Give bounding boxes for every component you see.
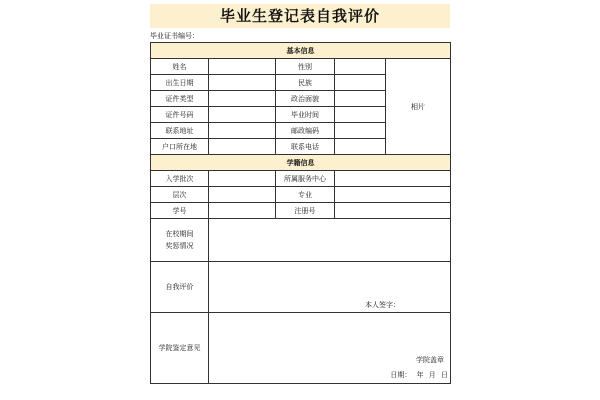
value-major[interactable] [335, 187, 451, 203]
value-birth-date[interactable] [209, 75, 276, 91]
label-birth-date: 出生日期 [151, 75, 209, 91]
label-name: 姓名 [151, 59, 209, 75]
label-awards-line-2: 奖惩情况 [165, 242, 194, 250]
label-postcode: 邮政编码 [276, 123, 335, 139]
photo-box[interactable]: 相片 [386, 59, 451, 155]
label-self-evaluation: 自我评价 [151, 262, 209, 313]
value-phone[interactable] [335, 139, 386, 155]
value-id-number[interactable] [209, 107, 276, 123]
label-address: 联系地址 [151, 123, 209, 139]
certificate-number-label: 毕业证书编号： [150, 32, 199, 40]
college-stamp-label: 学院盖章 [416, 356, 445, 364]
value-service-center[interactable] [335, 171, 451, 187]
label-enrollment-batch: 入学批次 [151, 171, 209, 187]
label-graduation-time: 毕业时间 [276, 107, 335, 123]
label-phone: 联系电话 [276, 139, 335, 155]
label-service-center: 所属服务中心 [276, 171, 335, 187]
value-name[interactable] [209, 59, 276, 75]
value-graduation-time[interactable] [335, 107, 386, 123]
value-gender[interactable] [335, 59, 386, 75]
value-address[interactable] [209, 123, 276, 139]
value-student-id[interactable] [209, 203, 276, 219]
label-college-opinion: 学院鉴定意见 [151, 313, 209, 384]
value-political-status[interactable] [335, 91, 386, 107]
section-basic-info: 基本信息 [151, 43, 451, 59]
label-gender: 性别 [276, 59, 335, 75]
value-level[interactable] [209, 187, 276, 203]
date-label: 日期： 年 月 日 [390, 371, 449, 379]
registration-form [150, 4, 450, 384]
value-enrollment-batch[interactable] [209, 171, 276, 187]
section-academic-info: 学籍信息 [151, 155, 451, 171]
value-postcode[interactable] [335, 123, 386, 139]
label-household-registration: 户口所在地 [151, 139, 209, 155]
label-id-type: 证件类型 [151, 91, 209, 107]
label-ethnicity: 民族 [276, 75, 335, 91]
label-political-status: 政治面貌 [276, 91, 335, 107]
label-awards-line-1: 在校期间 [165, 230, 194, 238]
label-student-id: 学号 [151, 203, 209, 219]
value-college-opinion[interactable] [209, 313, 451, 384]
value-awards[interactable] [209, 219, 451, 262]
form-title: 毕业生登记表自我评价 [150, 4, 450, 28]
value-id-type[interactable] [209, 91, 276, 107]
value-registration-number[interactable] [335, 203, 451, 219]
signature-label: 本人签字： [365, 301, 401, 309]
label-registration-number: 注册号 [276, 203, 335, 219]
form-table [150, 42, 451, 384]
certificate-number-row [150, 30, 450, 42]
label-id-number: 证件号码 [151, 107, 209, 123]
label-awards [151, 219, 209, 262]
label-major: 专业 [276, 187, 335, 203]
value-self-evaluation[interactable] [209, 262, 451, 313]
label-level: 层次 [151, 187, 209, 203]
value-ethnicity[interactable] [335, 75, 386, 91]
value-household-registration[interactable] [209, 139, 276, 155]
